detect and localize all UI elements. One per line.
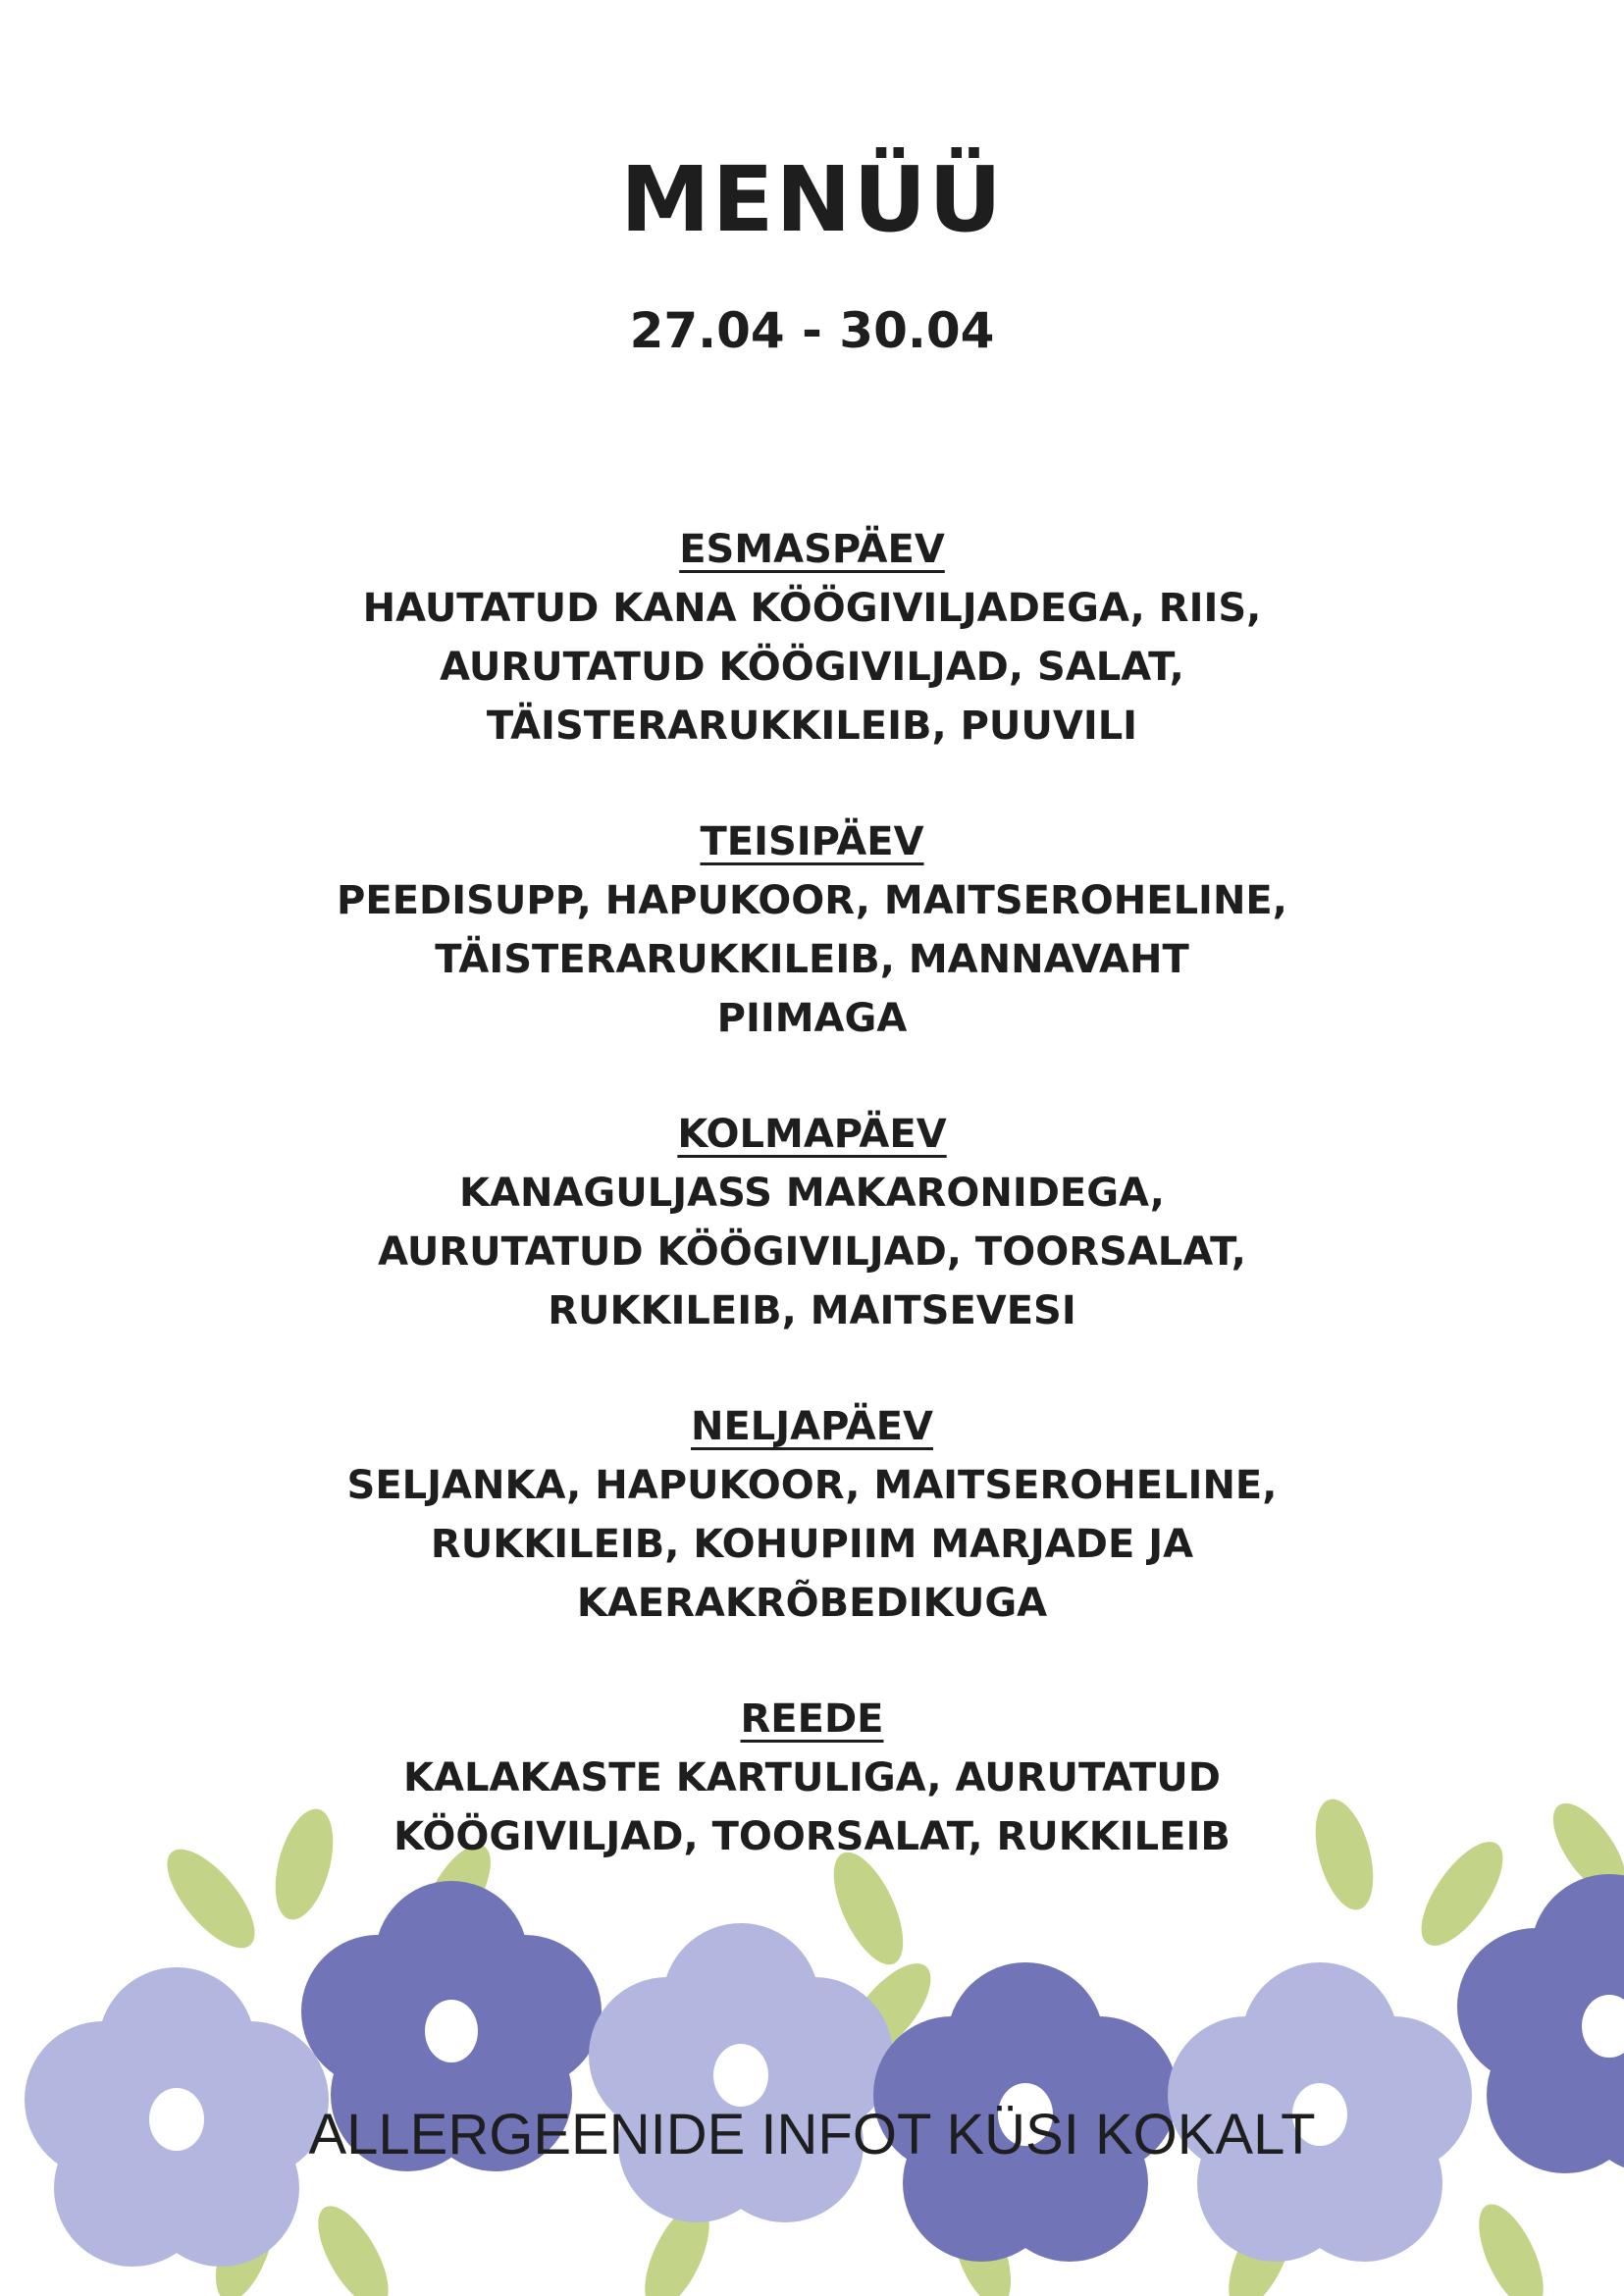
page-title: MENÜÜ: [620, 147, 1004, 252]
day-heading: NELJAPÄEV: [690, 1404, 933, 1449]
weekly-menu: [294, 520, 1330, 1923]
menu-line: PEEDISUPP, HAPUKOOR, MAITSEROHELINE,: [337, 878, 1287, 923]
menu-line: PIIMAGA: [716, 996, 908, 1041]
day-monday: [294, 520, 1330, 756]
day-tuesday: [294, 812, 1330, 1048]
day-heading: TEISIPÄEV: [700, 819, 924, 864]
day-heading: REEDE: [740, 1696, 884, 1742]
day-friday: [294, 1690, 1330, 1866]
menu-line: KAERAKRÕBEDIKUGA: [576, 1581, 1048, 1626]
menu-line: KÖÖGIVILJAD, TOORSALAT, RUKKILEIB: [393, 1814, 1231, 1859]
date-range: 27.04 - 30.04: [629, 302, 995, 359]
menu-line: KANAGULJASS MAKARONIDEGA,: [459, 1171, 1165, 1216]
menu-line: KALAKASTE KARTULIGA, AURUTATUD: [403, 1755, 1221, 1800]
menu-line: HAUTATUD KANA KÖÖGIVILJADEGA, RIIS,: [362, 586, 1262, 631]
day-heading: ESMASPÄEV: [679, 527, 945, 572]
day-heading: KOLMAPÄEV: [677, 1112, 947, 1157]
menu-line: AURUTATUD KÖÖGIVILJAD, SALAT,: [440, 645, 1184, 690]
menu-line: AURUTATUD KÖÖGIVILJAD, TOORSALAT,: [378, 1229, 1246, 1275]
allergy-note: ALLERGEENIDE INFOT KÜSI KOKALT: [308, 2103, 1316, 2166]
menu-line: TÄISTERARUKKILEIB, MANNAVAHT: [435, 937, 1189, 982]
day-wednesday: [294, 1105, 1330, 1340]
menu-line: RUKKILEIB, KOHUPIIM MARJADE JA: [430, 1522, 1194, 1567]
flower-3: [589, 1923, 893, 2222]
menu-line: SELJANKA, HAPUKOOR, MAITSEROHELINE,: [346, 1463, 1278, 1508]
menu-line: RUKKILEIB, MAITSEVESI: [548, 1288, 1076, 1333]
menu-line: TÄISTERARUKKILEIB, PUUVILI: [486, 704, 1138, 749]
day-thursday: [294, 1397, 1330, 1633]
